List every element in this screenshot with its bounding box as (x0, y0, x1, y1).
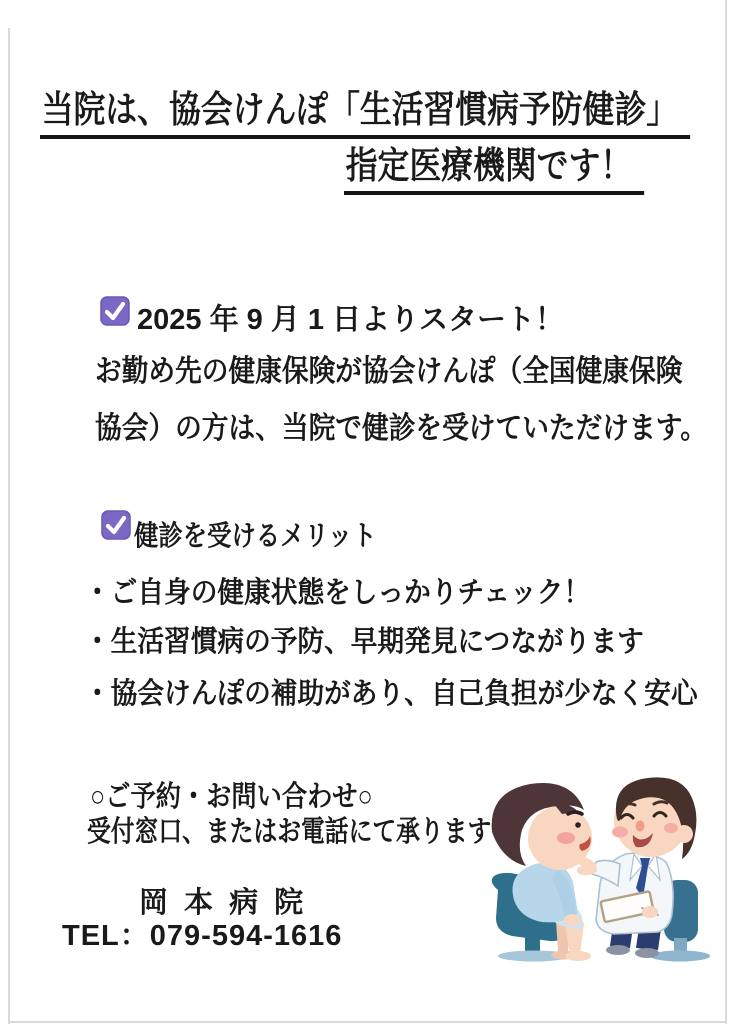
page-edge-left (8, 28, 10, 1024)
doctor-patient-illustration (468, 772, 720, 966)
merit-item: ・ご自身の健康状態をしっかりチェック！ (84, 577, 591, 609)
page-edge-bottom (8, 1021, 726, 1023)
merit-item: ・生活習慣病の予防、早期発見につながります (84, 626, 644, 658)
start-body-line2: 協会）の方は、当院で健診を受けていただけます。 (95, 412, 707, 445)
page-title-line1: 当院は、協会けんぽ「生活習慣病予防健診」 (40, 90, 690, 139)
merits-heading: 健診を受けるメリット (134, 520, 377, 551)
page-edge-right (725, 0, 727, 1024)
page-title-line2: 指定医療機関です！ (344, 146, 644, 195)
contact-heading: ○ご予約・お問い合わせ○ (90, 781, 373, 813)
start-body-line1: お勤め先の健康保険が協会けんぽ（全国健康保険 (95, 355, 683, 388)
checked-checkbox-icon (100, 296, 130, 326)
checked-checkbox-icon (101, 510, 131, 540)
phone-number: TEL：079-594-1616 (62, 920, 343, 952)
merit-item: ・協会けんぽの補助があり、自己負担が少なく安心 (84, 678, 698, 710)
start-date-heading: 2025 年 9 月 1 日よりスタート！ (137, 304, 565, 336)
contact-note: 受付窓口、またはお電話にて承ります (87, 816, 492, 848)
hospital-name: 岡 本 病 院 (139, 887, 306, 919)
